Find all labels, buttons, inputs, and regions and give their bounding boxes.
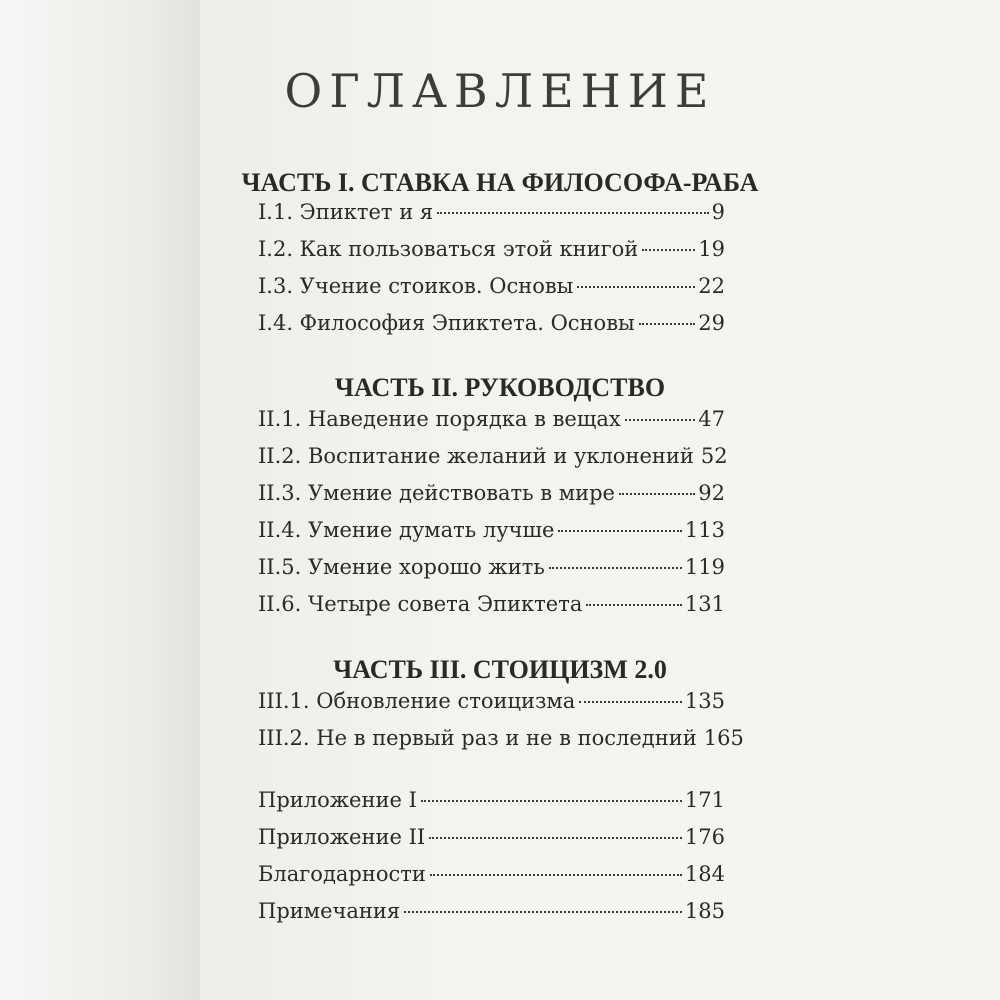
entry-page-number: 131 xyxy=(684,592,725,616)
part-2-heading: ЧАСТЬ II. РУКОВОДСТВО xyxy=(334,373,666,402)
toc-entry[interactable] xyxy=(258,592,725,628)
entry-page-number: 184 xyxy=(684,862,725,886)
entry-label: III.2. Не в первый раз и не в последний xyxy=(258,726,697,750)
entry-page-number: 22 xyxy=(698,274,725,298)
entry-label: I.2. Как пользоваться этой книгой xyxy=(258,237,639,261)
part-1-heading: ЧАСТЬ I. СТАВКА НА ФИЛОСОФА-РАБА xyxy=(241,168,759,197)
entry-label: I.1. Эпиктет и я xyxy=(258,200,434,224)
entry-label: Приложение II xyxy=(258,825,426,849)
entry-label: Благодарности xyxy=(258,862,426,886)
toc-entry[interactable] xyxy=(258,726,744,762)
toc-entry-notes[interactable] xyxy=(258,899,725,935)
dot-leader xyxy=(619,493,695,495)
toc-entry[interactable] xyxy=(258,481,725,517)
toc-entry[interactable] xyxy=(258,200,725,236)
entry-page-number: 29 xyxy=(698,311,725,335)
toc-entry[interactable] xyxy=(258,444,728,480)
toc-entry[interactable] xyxy=(258,237,725,273)
entry-label: III.1. Обновление стоицизма xyxy=(258,689,576,713)
entry-label: II.5. Умение хорошо жить xyxy=(258,555,545,579)
dot-leader xyxy=(430,874,682,876)
toc-entry[interactable] xyxy=(258,518,725,554)
dot-leader xyxy=(421,800,682,802)
dot-leader xyxy=(625,419,696,421)
dot-leader xyxy=(642,249,695,251)
entry-label: Приложение I xyxy=(258,788,417,812)
dot-leader xyxy=(404,911,682,913)
left-margin xyxy=(0,0,200,1000)
dot-leader xyxy=(586,604,682,606)
entry-page-number: 92 xyxy=(698,481,725,505)
toc-entry[interactable] xyxy=(258,311,725,347)
entry-label: Примечания xyxy=(258,899,401,923)
entry-page-number: 176 xyxy=(684,825,725,849)
page-title: ОГЛАВЛЕНИЕ xyxy=(284,64,716,118)
toc-entry-appendix-2[interactable] xyxy=(258,825,725,861)
entry-page-number: 135 xyxy=(684,689,725,713)
toc-entry[interactable] xyxy=(258,407,725,443)
toc-entry-appendix-1[interactable] xyxy=(258,788,725,824)
entry-page-number: 9 xyxy=(711,200,725,224)
entry-label: I.3. Учение стоиков. Основы xyxy=(258,274,574,298)
dot-leader xyxy=(437,212,708,214)
dot-leader xyxy=(639,323,696,325)
part-3-heading: ЧАСТЬ III. СТОИЦИЗМ 2.0 xyxy=(333,655,667,684)
entry-page-number: 165 xyxy=(703,726,744,750)
toc-entry[interactable] xyxy=(258,689,725,725)
dot-leader xyxy=(558,530,681,532)
entry-page-number: 52 xyxy=(700,444,728,468)
toc-entry[interactable] xyxy=(258,555,725,591)
entry-label: II.2. Воспитание желаний и уклонений xyxy=(258,444,694,468)
entry-page-number: 19 xyxy=(698,237,725,261)
dot-leader xyxy=(429,837,682,839)
entry-page-number: 113 xyxy=(684,518,725,542)
dot-leader xyxy=(579,701,682,703)
entry-label: I.4. Философия Эпиктета. Основы xyxy=(258,311,635,335)
entry-page-number: 171 xyxy=(684,788,725,812)
dot-leader xyxy=(549,567,682,569)
entry-page-number: 47 xyxy=(698,407,725,431)
toc-entry[interactable] xyxy=(258,274,725,310)
entry-label: II.1. Наведение порядка в вещах xyxy=(258,407,621,431)
entry-label: II.3. Умение действовать в мире xyxy=(258,481,615,505)
toc-entry-acknowledgements[interactable] xyxy=(258,862,725,898)
dot-leader xyxy=(577,286,695,288)
entry-label: II.6. Четыре совета Эпиктета xyxy=(258,592,583,616)
entry-page-number: 119 xyxy=(684,555,725,579)
entry-label: II.4. Умение думать лучше xyxy=(258,518,555,542)
entry-page-number: 185 xyxy=(684,899,725,923)
